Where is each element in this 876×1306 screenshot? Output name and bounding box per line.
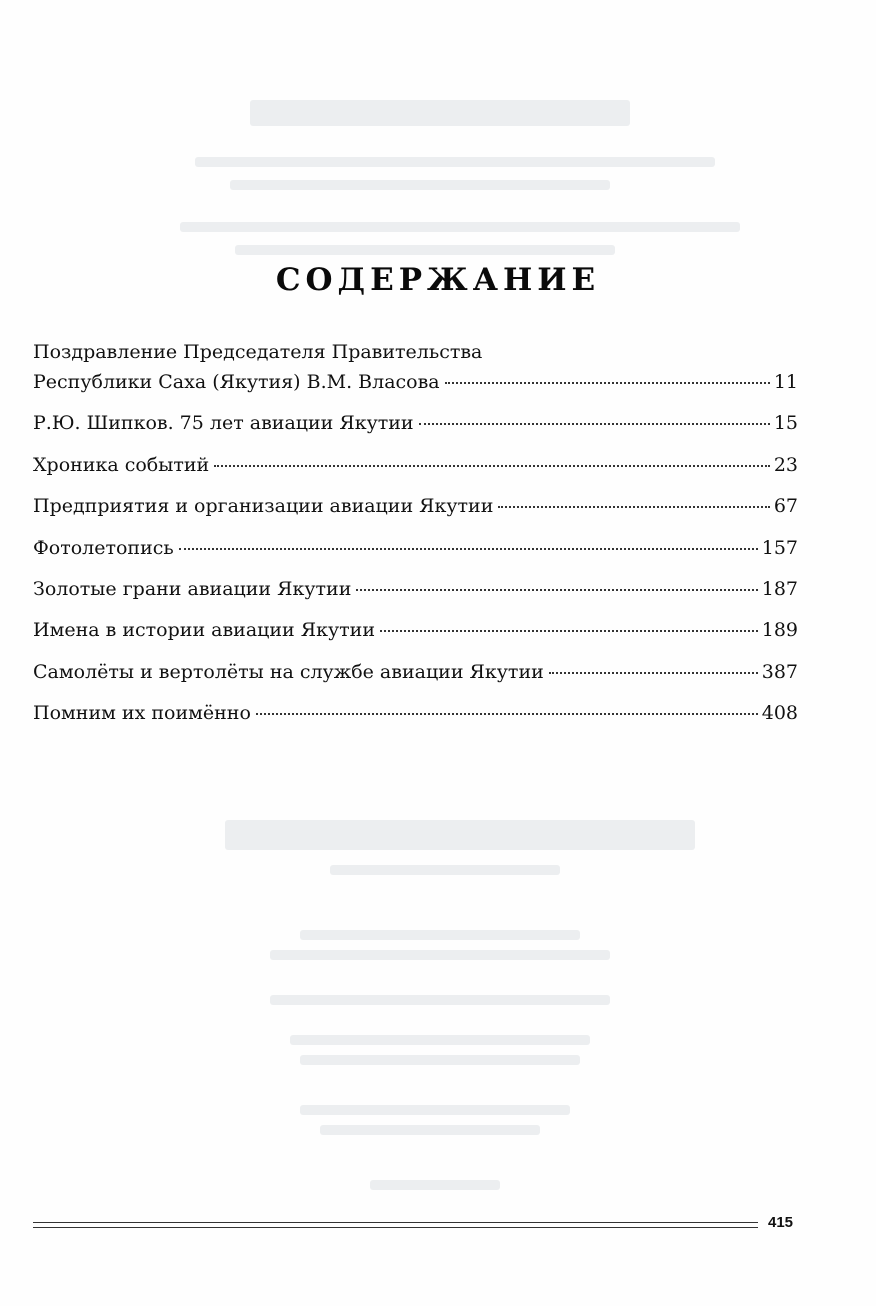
footer-rule (33, 1222, 758, 1228)
toc-entry-page: 408 (761, 702, 798, 725)
page-number: 415 (768, 1214, 794, 1231)
bleed-through-mark (195, 157, 715, 167)
dot-leader (445, 382, 770, 384)
toc-entry[interactable] (33, 701, 798, 742)
bleed-through-mark (225, 820, 695, 850)
dot-leader (256, 713, 758, 715)
dot-leader (498, 506, 769, 508)
dot-leader (419, 423, 770, 425)
toc-entry[interactable] (33, 411, 798, 452)
toc-entry-page: 23 (773, 453, 798, 476)
bleed-through-mark (180, 222, 740, 232)
toc-entry-page: 67 (773, 495, 798, 518)
toc-entry-label: Предприятия и организации авиации Якутии (33, 495, 494, 518)
dot-leader (356, 589, 757, 591)
bleed-through-mark (270, 950, 610, 960)
toc-entry[interactable] (33, 660, 798, 701)
toc-entry[interactable] (33, 453, 798, 494)
bleed-through-mark (320, 1125, 540, 1135)
dot-leader (549, 672, 758, 674)
bleed-through-mark (300, 1055, 580, 1065)
toc-entry[interactable] (33, 536, 798, 577)
toc-entry-label: Самолёты и вертолёты на службе авиации Якутии (33, 660, 544, 683)
bleed-through-mark (230, 180, 610, 190)
dot-leader (380, 630, 758, 632)
page-title: СОДЕРЖАНИЕ (275, 262, 601, 298)
toc-entry-page: 11 (773, 371, 798, 393)
toc-entry-label: Р.Ю. Шипков. 75 лет авиации Якутии (33, 412, 414, 435)
toc-entry-page: 187 (761, 577, 798, 600)
bleed-through-mark (270, 995, 610, 1005)
toc-entry-page: 157 (761, 536, 798, 559)
bleed-through-mark (370, 1180, 500, 1190)
table-of-contents (33, 340, 798, 743)
bleed-through-mark (290, 1035, 590, 1045)
bleed-through-mark (330, 865, 560, 875)
toc-entry-page: 15 (773, 412, 798, 435)
toc-entry-label: Хроника событий (33, 453, 210, 476)
toc-entry-label: Фотолетопись (33, 536, 174, 559)
toc-entry-label: Золотые грани авиации Якутии (33, 577, 352, 600)
bleed-through-mark (250, 100, 630, 126)
toc-entry-page: 387 (761, 660, 798, 683)
toc-entry-label: Республики Саха (Якутия) В.М. Власова (33, 371, 440, 393)
toc-entry[interactable] (33, 618, 798, 659)
dot-leader (214, 465, 770, 467)
toc-entry[interactable] (33, 494, 798, 535)
dot-leader (179, 548, 758, 550)
toc-intro-line: Поздравление Председателя Правительства (33, 341, 483, 363)
bleed-through-mark (300, 930, 580, 940)
toc-entry[interactable] (33, 370, 798, 411)
bleed-through-mark (235, 245, 615, 255)
toc-entry-page: 189 (761, 619, 798, 642)
toc-entry-label: Помним их поимённо (33, 702, 251, 725)
bleed-through-mark (300, 1105, 570, 1115)
toc-entry-label: Имена в истории авиации Якутии (33, 619, 375, 642)
toc-entry[interactable] (33, 577, 798, 618)
